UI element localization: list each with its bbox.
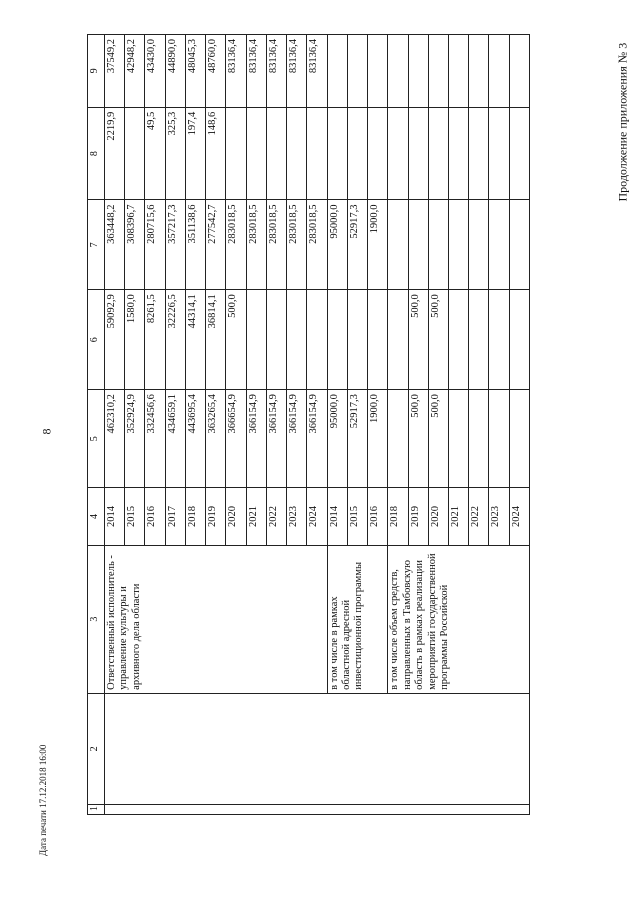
- value-cell: 83136,4: [287, 35, 307, 108]
- value-cell: [469, 290, 489, 390]
- value-cell: [408, 35, 428, 108]
- value-cell: 283018,5: [307, 200, 327, 290]
- value-cell: 332456,6: [145, 390, 165, 488]
- value-cell: [448, 107, 468, 200]
- value-cell: [246, 107, 266, 200]
- value-cell: [368, 290, 388, 390]
- value-cell: 32226,5: [165, 290, 185, 390]
- table-row: [105, 35, 125, 815]
- value-cell: [509, 35, 529, 108]
- page-number: 8: [39, 428, 54, 435]
- column-2-cell: [105, 693, 530, 804]
- value-cell: [408, 107, 428, 200]
- value-cell: 83136,4: [307, 35, 327, 108]
- value-cell: 308396,7: [125, 200, 145, 290]
- value-cell: 197,4: [185, 107, 205, 200]
- value-cell: 283018,5: [287, 200, 307, 290]
- year-cell: 2022: [266, 488, 286, 545]
- continuation-label: Продолжение приложения № 3: [615, 42, 630, 202]
- value-cell: 1580,0: [125, 290, 145, 390]
- value-cell: [368, 107, 388, 200]
- block-label: Ответственный исполнитель - управление культуры и архивного дела области: [105, 545, 328, 693]
- column-header-7: 7: [88, 200, 105, 290]
- value-cell: 500,0: [408, 290, 428, 390]
- value-cell: [307, 290, 327, 390]
- value-cell: 37549,2: [105, 35, 125, 108]
- year-cell: 2016: [368, 488, 388, 545]
- value-cell: 277542,7: [206, 200, 226, 290]
- value-cell: [388, 107, 408, 200]
- value-cell: 83136,4: [246, 35, 266, 108]
- value-cell: 148,6: [206, 107, 226, 200]
- year-cell: 2020: [226, 488, 246, 545]
- value-cell: 83136,4: [226, 35, 246, 108]
- value-cell: 366154,9: [307, 390, 327, 488]
- value-cell: 357217,3: [165, 200, 185, 290]
- year-cell: 2019: [206, 488, 226, 545]
- value-cell: 49,5: [145, 107, 165, 200]
- value-cell: [448, 290, 468, 390]
- value-cell: 500,0: [428, 390, 448, 488]
- year-cell: 2024: [509, 488, 529, 545]
- value-cell: [469, 200, 489, 290]
- value-cell: [408, 200, 428, 290]
- value-cell: 44314,1: [185, 290, 205, 390]
- value-cell: [428, 200, 448, 290]
- value-cell: 283018,5: [246, 200, 266, 290]
- column-header-3: 3: [88, 545, 105, 693]
- value-cell: [246, 290, 266, 390]
- year-cell: 2018: [185, 488, 205, 545]
- financing-table: [87, 34, 530, 815]
- value-cell: [307, 107, 327, 200]
- value-cell: [428, 107, 448, 200]
- value-cell: [388, 290, 408, 390]
- value-cell: 500,0: [428, 290, 448, 390]
- value-cell: 36814,1: [206, 290, 226, 390]
- column-header-4: 4: [88, 488, 105, 545]
- value-cell: 434659,1: [165, 390, 185, 488]
- header-row: [88, 35, 105, 815]
- value-cell: [509, 200, 529, 290]
- value-cell: 500,0: [408, 390, 428, 488]
- column-header-5: 5: [88, 390, 105, 488]
- value-cell: [448, 35, 468, 108]
- value-cell: [489, 35, 509, 108]
- year-cell: 2020: [428, 488, 448, 545]
- value-cell: 48045,3: [185, 35, 205, 108]
- year-cell: 2015: [347, 488, 367, 545]
- value-cell: [489, 290, 509, 390]
- value-cell: [266, 107, 286, 200]
- value-cell: 462310,2: [105, 390, 125, 488]
- value-cell: 42948,2: [125, 35, 145, 108]
- value-cell: 366154,9: [246, 390, 266, 488]
- value-cell: [347, 107, 367, 200]
- value-cell: [448, 200, 468, 290]
- value-cell: [327, 107, 347, 200]
- value-cell: [448, 390, 468, 488]
- year-cell: 2017: [165, 488, 185, 545]
- value-cell: [125, 107, 145, 200]
- block-label: в том числе объем средств, направленных в Тамбовскую область в рамках реализации мероприятий государственной программы Российской: [388, 545, 530, 693]
- value-cell: 280715,6: [145, 200, 165, 290]
- value-cell: 325,3: [165, 107, 185, 200]
- value-cell: [266, 290, 286, 390]
- value-cell: 443695,4: [185, 390, 205, 488]
- value-cell: [489, 107, 509, 200]
- value-cell: 352924,9: [125, 390, 145, 488]
- value-cell: [388, 200, 408, 290]
- column-header-6: 6: [88, 290, 105, 390]
- value-cell: [489, 200, 509, 290]
- value-cell: 95000,0: [327, 390, 347, 488]
- value-cell: 351138,6: [185, 200, 205, 290]
- value-cell: 363265,4: [206, 390, 226, 488]
- value-cell: 52917,3: [347, 200, 367, 290]
- column-1-cell: [105, 805, 530, 815]
- year-cell: 2018: [388, 488, 408, 545]
- value-cell: [327, 290, 347, 390]
- value-cell: 52917,3: [347, 390, 367, 488]
- value-cell: [287, 290, 307, 390]
- value-cell: [469, 390, 489, 488]
- year-cell: 2023: [489, 488, 509, 545]
- year-cell: 2014: [327, 488, 347, 545]
- value-cell: [287, 107, 307, 200]
- value-cell: 500,0: [226, 290, 246, 390]
- value-cell: 48760,0: [206, 35, 226, 108]
- year-cell: 2022: [469, 488, 489, 545]
- value-cell: [388, 390, 408, 488]
- value-cell: [509, 107, 529, 200]
- value-cell: [489, 390, 509, 488]
- value-cell: [388, 35, 408, 108]
- column-header-8: 8: [88, 107, 105, 200]
- value-cell: 283018,5: [266, 200, 286, 290]
- year-cell: 2014: [105, 488, 125, 545]
- value-cell: [347, 290, 367, 390]
- year-cell: 2021: [246, 488, 266, 545]
- year-cell: 2024: [307, 488, 327, 545]
- value-cell: [347, 35, 367, 108]
- value-cell: 2219,9: [105, 107, 125, 200]
- year-cell: 2015: [125, 488, 145, 545]
- value-cell: 1900,0: [368, 390, 388, 488]
- value-cell: [226, 107, 246, 200]
- value-cell: 366654,9: [226, 390, 246, 488]
- value-cell: [469, 35, 489, 108]
- column-header-1: 1: [88, 805, 105, 815]
- value-cell: [509, 290, 529, 390]
- year-cell: 2019: [408, 488, 428, 545]
- value-cell: [428, 35, 448, 108]
- value-cell: [368, 35, 388, 108]
- value-cell: [469, 107, 489, 200]
- year-cell: 2016: [145, 488, 165, 545]
- value-cell: 43430,0: [145, 35, 165, 108]
- value-cell: 44890,0: [165, 35, 185, 108]
- column-header-9: 9: [88, 35, 105, 108]
- value-cell: 363448,2: [105, 200, 125, 290]
- value-cell: [509, 390, 529, 488]
- value-cell: 283018,5: [226, 200, 246, 290]
- value-cell: 1900,0: [368, 200, 388, 290]
- block-label: в том числе в рамках областной адресной инвестиционной программы: [327, 545, 388, 693]
- value-cell: 366154,9: [266, 390, 286, 488]
- column-header-2: 2: [88, 693, 105, 804]
- value-cell: 83136,4: [266, 35, 286, 108]
- year-cell: 2021: [448, 488, 468, 545]
- value-cell: 8261,5: [145, 290, 165, 390]
- value-cell: 95000,0: [327, 200, 347, 290]
- value-cell: 59092,9: [105, 290, 125, 390]
- year-cell: 2023: [287, 488, 307, 545]
- financing-table-frame: [87, 34, 530, 815]
- print-date: Дата печати 17.12.2018 16:00: [38, 744, 48, 856]
- value-cell: [327, 35, 347, 108]
- value-cell: 366154,9: [287, 390, 307, 488]
